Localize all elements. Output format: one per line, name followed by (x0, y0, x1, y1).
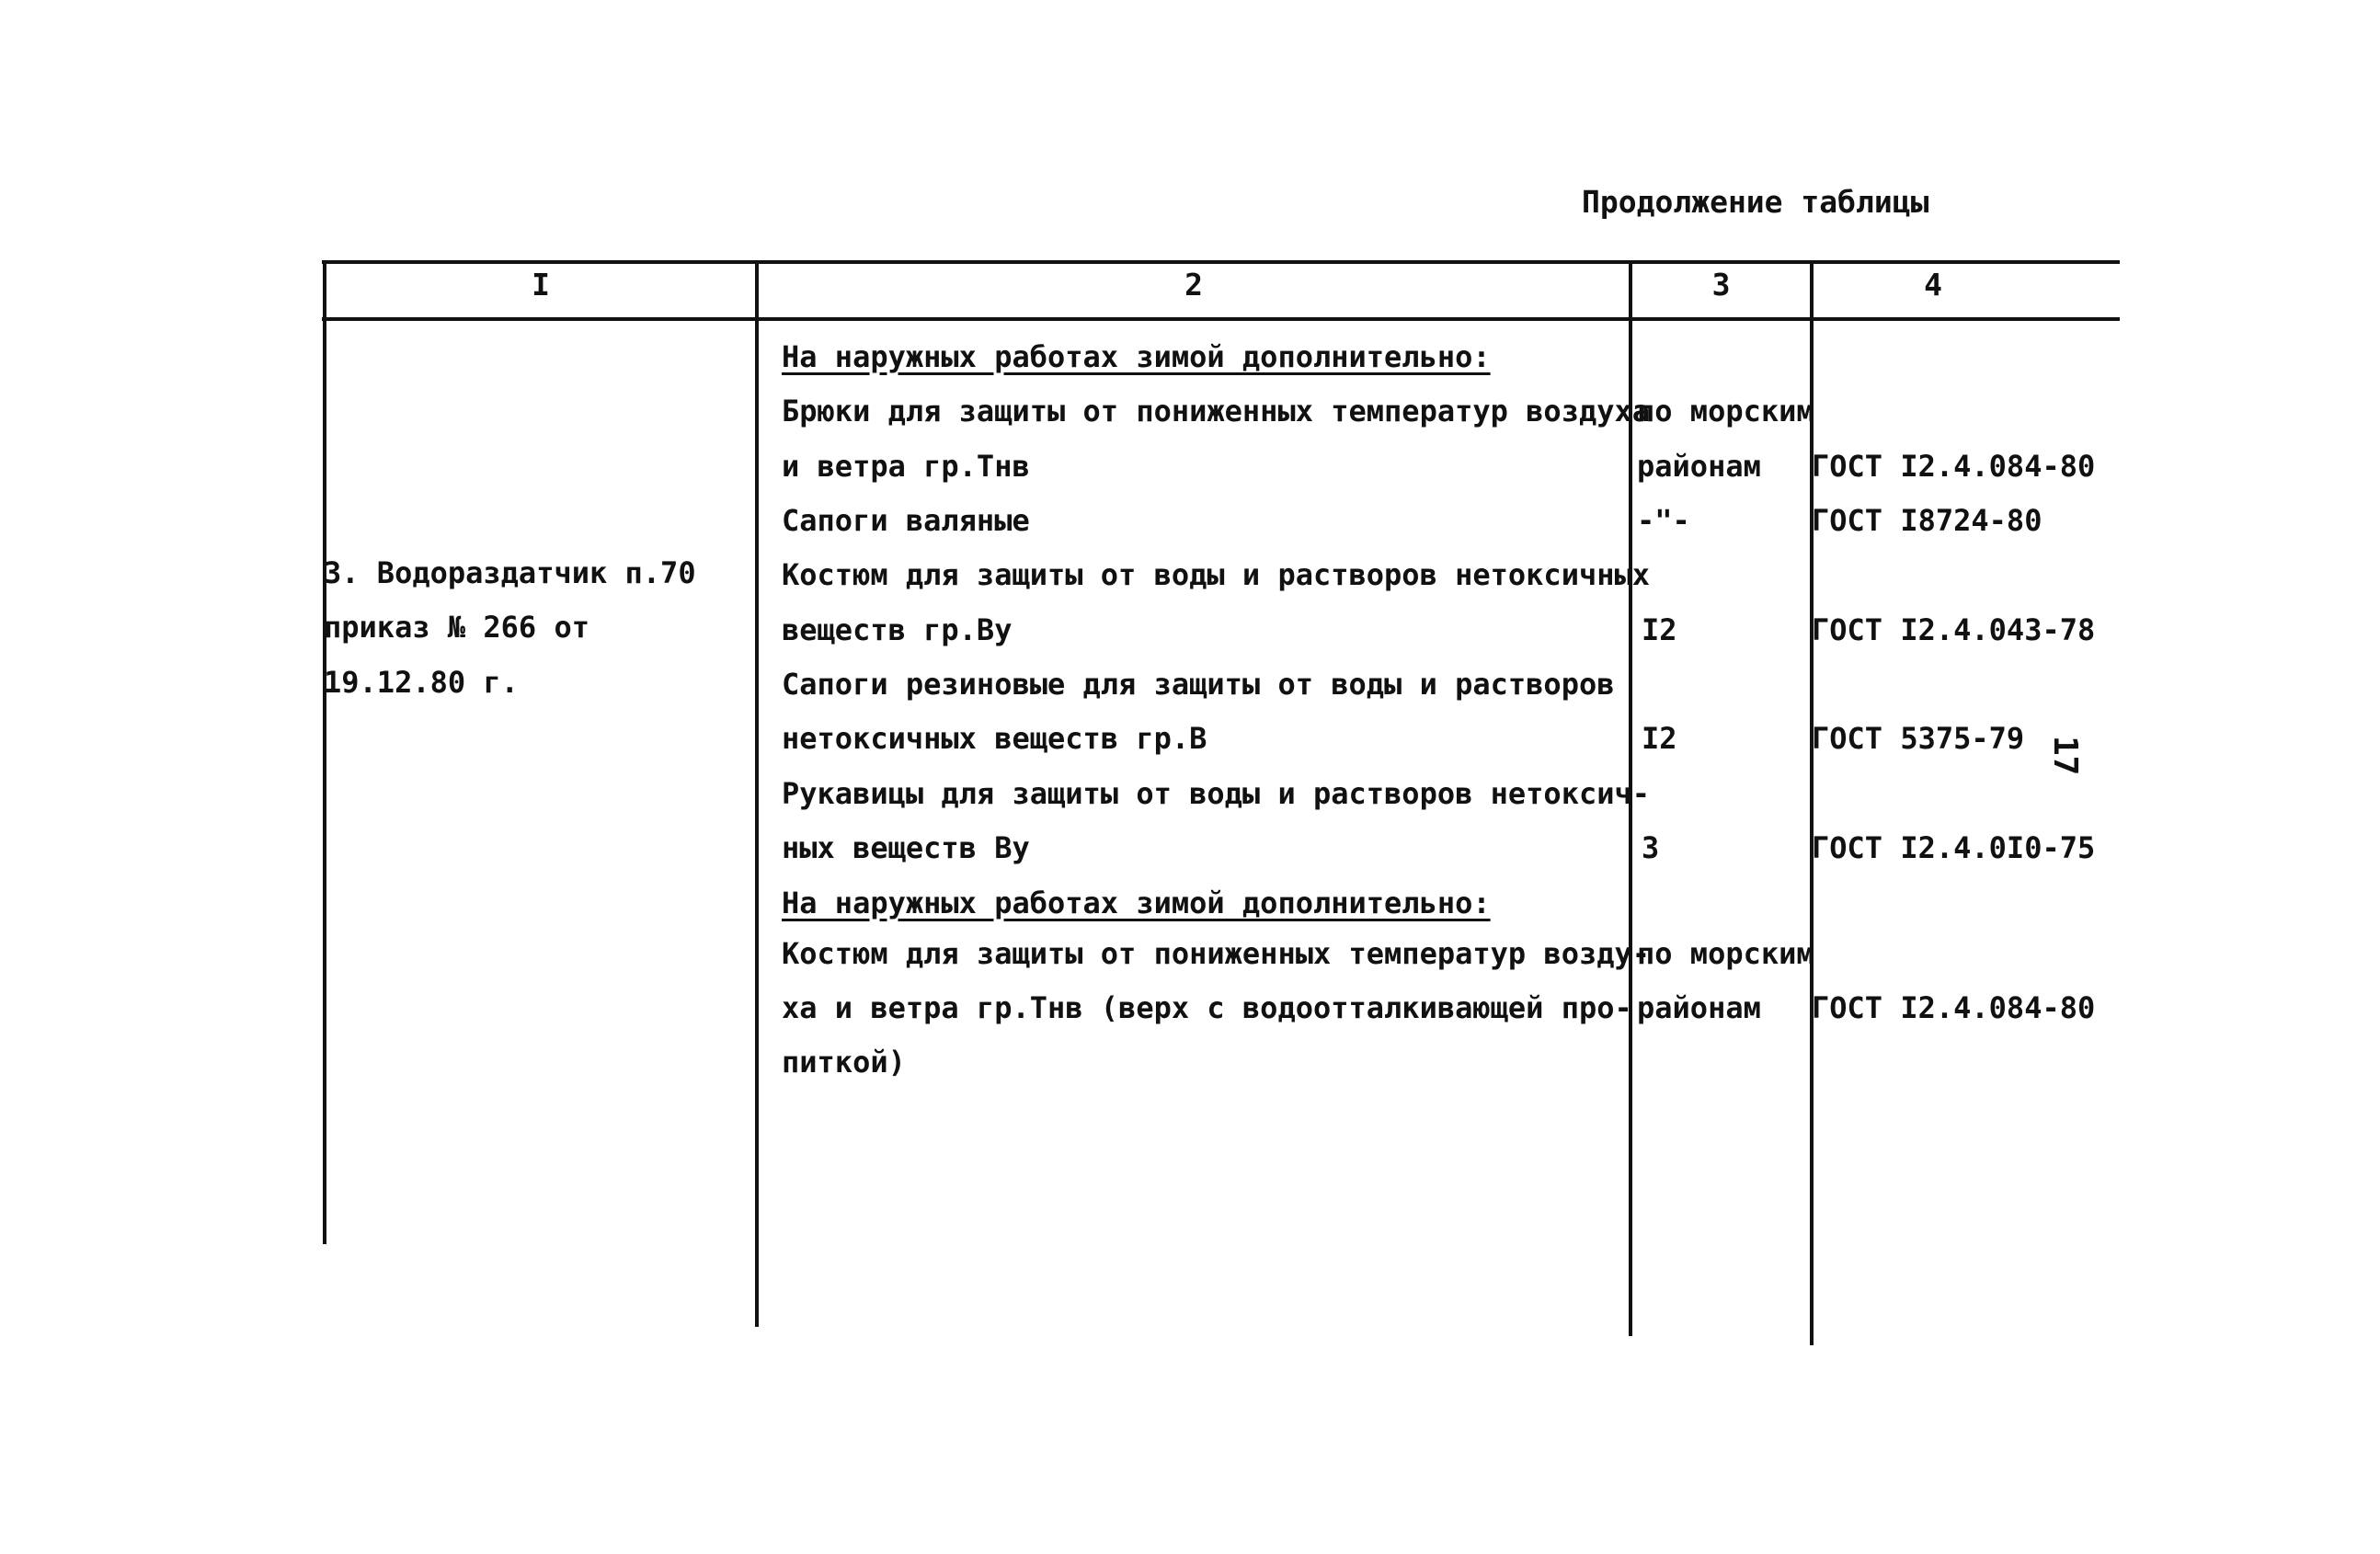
header-col-2: 2 (1184, 267, 1203, 303)
col1-line: 3. Водораздатчик п.70 (324, 555, 696, 590)
section-heading-winter: На наружных работах зимой дополнительно: (782, 886, 1491, 920)
column-divider-1-2 (755, 260, 759, 1327)
col2-line: Костюм для защиты от пониженных температур возду- (782, 936, 1651, 971)
col3-line: по морским (1637, 394, 1814, 428)
table-header-rule (322, 317, 2120, 321)
col4-standard: ГОСТ I2.4.084-80 (1812, 449, 2096, 484)
table-top-rule (322, 260, 2120, 264)
col3-line: районам (1637, 449, 1761, 484)
page-number: 17 (2046, 736, 2084, 776)
col3-line: -"- (1637, 503, 1690, 538)
col2-line: ха и ветра гр.Тнв (верх с водоотталкивающей про- (782, 990, 1632, 1025)
header-col-1: I (532, 267, 550, 303)
col3-line: районам (1637, 990, 1761, 1025)
col2-line: Сапоги резиновые для защиты от воды и растворов (782, 667, 1615, 702)
col4-standard: ГОСТ I2.4.084-80 (1812, 990, 2096, 1025)
header-col-4: 4 (1924, 267, 1942, 303)
table-continuation-caption: Продолжение таблицы (1582, 184, 1929, 220)
col4-standard: ГОСТ I2.4.0I0-75 (1812, 830, 2096, 865)
section-heading-winter: На наружных работах зимой дополнительно: (782, 339, 1491, 374)
col2-line: Брюки для защиты от пониженных температур воздуха (782, 394, 1651, 428)
col2-line: Рукавицы для защиты от воды и растворов нетоксич- (782, 776, 1651, 811)
col4-standard: ГОСТ I8724-80 (1812, 503, 2042, 538)
col2-line: питкой) (782, 1045, 906, 1080)
header-col-3: 3 (1711, 267, 1731, 303)
col2-line: ных веществ Ву (782, 830, 1030, 865)
col1-line: приказ № 266 от (324, 610, 589, 645)
col2-line: Костюм для защиты от воды и растворов нетоксичных (782, 557, 1651, 592)
col1-line: 19.12.80 г. (324, 665, 519, 700)
col2-line: Сапоги валяные (782, 503, 1030, 538)
col4-standard: ГОСТ 5375-79 (1812, 721, 2025, 756)
col2-line: нетоксичных веществ гр.В (782, 721, 1207, 756)
col2-line: веществ гр.Ву (782, 612, 1013, 647)
col4-standard: ГОСТ I2.4.043-78 (1812, 612, 2096, 647)
col3-line: I2 (1642, 612, 1677, 647)
col3-line: по морским (1637, 936, 1814, 971)
col3-line: I2 (1642, 721, 1677, 756)
column-divider-left (323, 260, 326, 1244)
col2-line: и ветра гр.Тнв (782, 449, 1030, 484)
col3-line: 3 (1642, 830, 1660, 865)
